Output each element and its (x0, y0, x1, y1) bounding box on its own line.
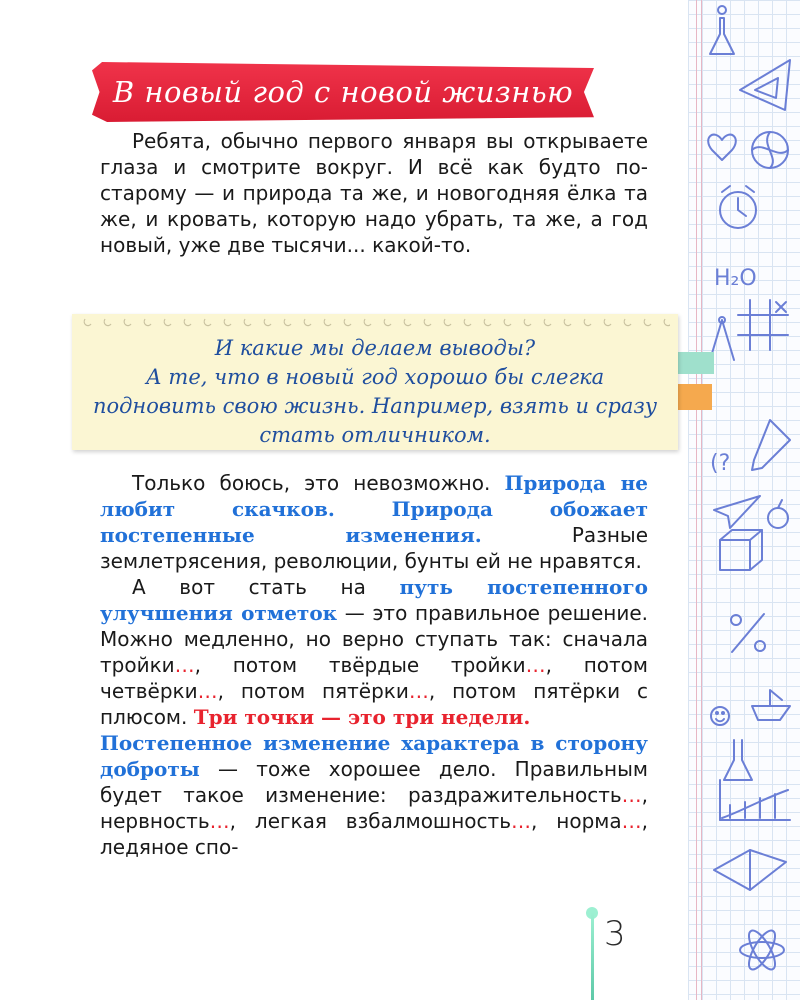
red-ellipsis: … (621, 783, 642, 807)
text-span: , потом пятёрки с плюсом. (100, 679, 648, 729)
text-span: , потом четвёрки (100, 653, 648, 703)
boat-icon (752, 690, 790, 720)
flask-icon (710, 6, 734, 54)
text-span: , нервность (100, 783, 648, 833)
alarm-clock-icon (720, 186, 756, 228)
red-ellipsis: … (174, 653, 195, 677)
red-ellipsis: … (525, 653, 546, 677)
heart-icon (708, 135, 736, 160)
highlight-blue: Природа не любит скачков. Природа обожает постепенные изменения. (100, 471, 648, 547)
red-ellipsis: … (408, 679, 429, 703)
ball-icon (752, 132, 788, 168)
page-marker-line (591, 912, 594, 1000)
note-answer: А те, что в новый год хорошо бы слегка подновить свою жизнь. Например, взять и сразу стать отличником. (92, 365, 658, 447)
text-span: , легкая взбалмошность (229, 809, 511, 833)
doodles-decoration (700, 0, 800, 1000)
intro-paragraph: Ребята, обычно первого января вы открываете глаза и смотрите вокруг. И всё как будто по-старому — и природа та же, и новогодняя ёлка та же, и кровать, которую надо убрать, та же, а год новый, уже две тысячи... какой-то. (100, 129, 648, 257)
paper-plane-icon (714, 496, 760, 528)
highlight-blue: Постепенное изменение характера в сторону доброты (100, 731, 648, 781)
graph-icon (720, 780, 790, 820)
h2o-icon: H₂O (714, 266, 757, 291)
beaker-icon (724, 740, 752, 780)
pencil-icon (752, 420, 790, 470)
apple-icon (768, 500, 788, 528)
text-span: , ледяное спо- (100, 809, 648, 859)
red-ellipsis: … (209, 809, 230, 833)
note-perforation (80, 316, 670, 330)
sticky-note (72, 314, 678, 450)
sticky-tab-green (678, 352, 714, 374)
margin-line (696, 0, 697, 1000)
question-mark-icon: (? (710, 451, 731, 476)
text-span: А вот стать на (132, 575, 400, 599)
title-banner (92, 62, 594, 122)
text-span: Разные землетрясения, революции, бунты ей не нравятся. (100, 523, 648, 573)
main-paragraph (100, 470, 648, 860)
text-span: — тоже хорошее дело. Правильным будет такое изменение: раздражительность (100, 757, 648, 807)
red-ellipsis: … (510, 809, 531, 833)
sticky-tab-orange (678, 384, 712, 410)
text-span: , норма (530, 809, 622, 833)
text-span: — это правильное решение. Можно медленно, но верно ступать так: сначала тройки (100, 601, 649, 677)
highlight-red: Три точки — это три недели. (193, 705, 531, 729)
text-span: , потом твёрдые тройки (194, 653, 526, 677)
cube-icon (720, 530, 762, 570)
atom-icon (740, 927, 784, 973)
smiley-icon (711, 707, 729, 725)
note-text (86, 334, 664, 450)
page-number: 3 (604, 914, 626, 954)
text-span: , потом пятёрки (217, 679, 409, 703)
red-ellipsis: … (621, 809, 642, 833)
note-question: И какие мы делаем выводы? (214, 336, 536, 360)
red-ellipsis: … (197, 679, 218, 703)
ruler-triangle-icon (740, 60, 790, 110)
percent-icon (731, 614, 765, 652)
book-icon (714, 850, 786, 890)
tic-tac-toe-icon (738, 300, 788, 350)
text-span: Только боюсь, это невозможно. (132, 471, 505, 495)
page-title: В новый год с новой жизнью (112, 75, 574, 109)
highlight-blue: путь постепенного улучшения отметок (100, 575, 648, 625)
